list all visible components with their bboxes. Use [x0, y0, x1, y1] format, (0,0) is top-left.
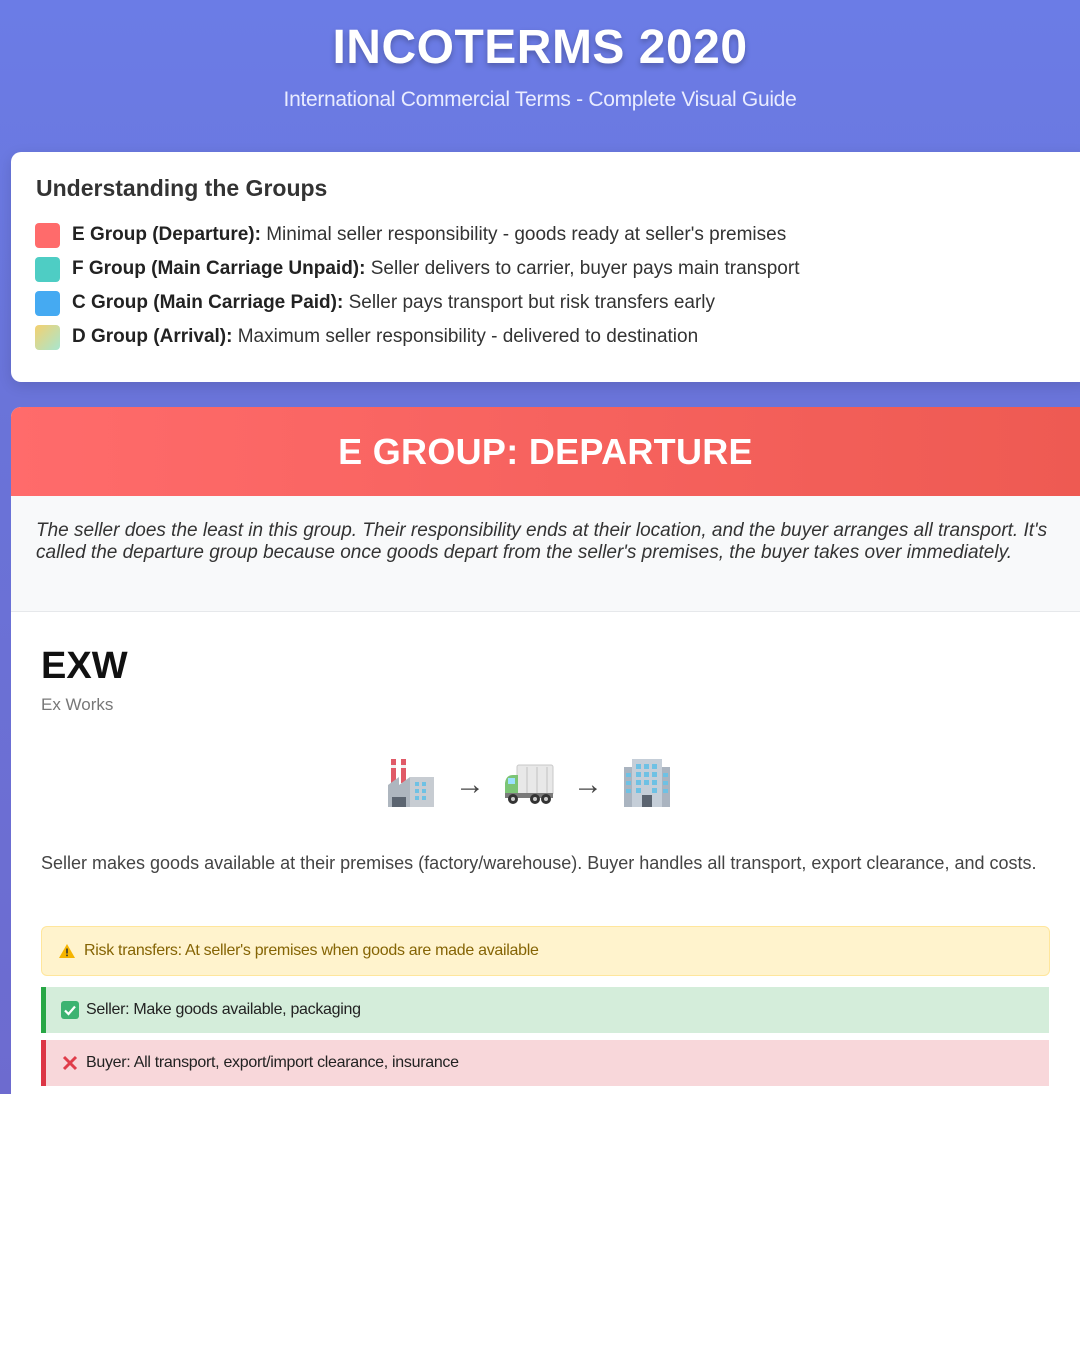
group-description: The seller does the least in this group. Their responsibility ends at their location, and the buyer arranges all transport. It's called the departure group because once goods depart from the seller's premises, the buyer takes over immediately. [36, 520, 1048, 563]
page-title: INCOTERMS 2020 [332, 21, 748, 74]
term-code: EXW [41, 645, 128, 687]
legend-item-description: Maximum seller responsibility - delivered to destination [237, 326, 699, 347]
office-building-icon [621, 757, 673, 814]
legend-item-name: E Group (Departure): [72, 224, 261, 245]
group-title: E GROUP: DEPARTURE [338, 431, 753, 472]
legend-item-name: C Group (Main Carriage Paid): [72, 292, 344, 313]
legend-item-e-group [35, 222, 786, 248]
term-name: Ex Works [41, 695, 114, 714]
group-banner [11, 407, 1080, 496]
legend-item-f-group [35, 256, 799, 282]
group-description-panel [11, 496, 1080, 612]
legend-item-c-group [35, 290, 715, 316]
page-header [0, 0, 1080, 150]
seller-obligations [41, 987, 1049, 1033]
groups-legend-card [11, 152, 1080, 382]
legend-item-name: F Group (Main Carriage Unpaid): [72, 258, 366, 279]
delivery-flow [385, 759, 673, 811]
factory-icon [385, 757, 437, 814]
legend-item-description: Seller delivers to carrier, buyer pays main transport [370, 258, 800, 279]
term-description: Seller makes goods available at their premises (factory/warehouse). Buyer handles all transport, export clearance, and costs. [41, 853, 1037, 873]
buyer-obligations [41, 1040, 1049, 1086]
f-group-swatch [35, 257, 60, 282]
arrow-right-icon: → [455, 768, 485, 801]
legend-item-name: D Group (Arrival): [72, 326, 233, 347]
risk-transfer-text: Risk transfers: At seller's premises when goods are made available [84, 942, 539, 959]
page-subtitle: International Commercial Terms - Complete Visual Guide [283, 88, 797, 111]
legend-item-d-group [35, 324, 698, 350]
c-group-swatch [35, 291, 60, 316]
e-group-section [11, 407, 1080, 1094]
e-group-swatch [35, 223, 60, 248]
legend-item-description: Seller pays transport but risk transfers early [348, 292, 716, 313]
warning-icon [58, 943, 76, 959]
check-mark-icon [61, 1001, 79, 1019]
arrow-right-icon: → [573, 768, 603, 801]
seller-obligations-text: Seller: Make goods available, packaging [86, 1001, 361, 1018]
truck-icon [503, 757, 555, 814]
risk-transfer-note [41, 926, 1050, 976]
buyer-obligations-text: Buyer: All transport, export/import clearance, insurance [86, 1054, 459, 1071]
legend-heading: Understanding the Groups [36, 175, 328, 201]
legend-item-description: Minimal seller responsibility - goods ready at seller's premises [266, 224, 787, 245]
d-group-swatch [35, 325, 60, 350]
cross-mark-icon [61, 1054, 79, 1072]
